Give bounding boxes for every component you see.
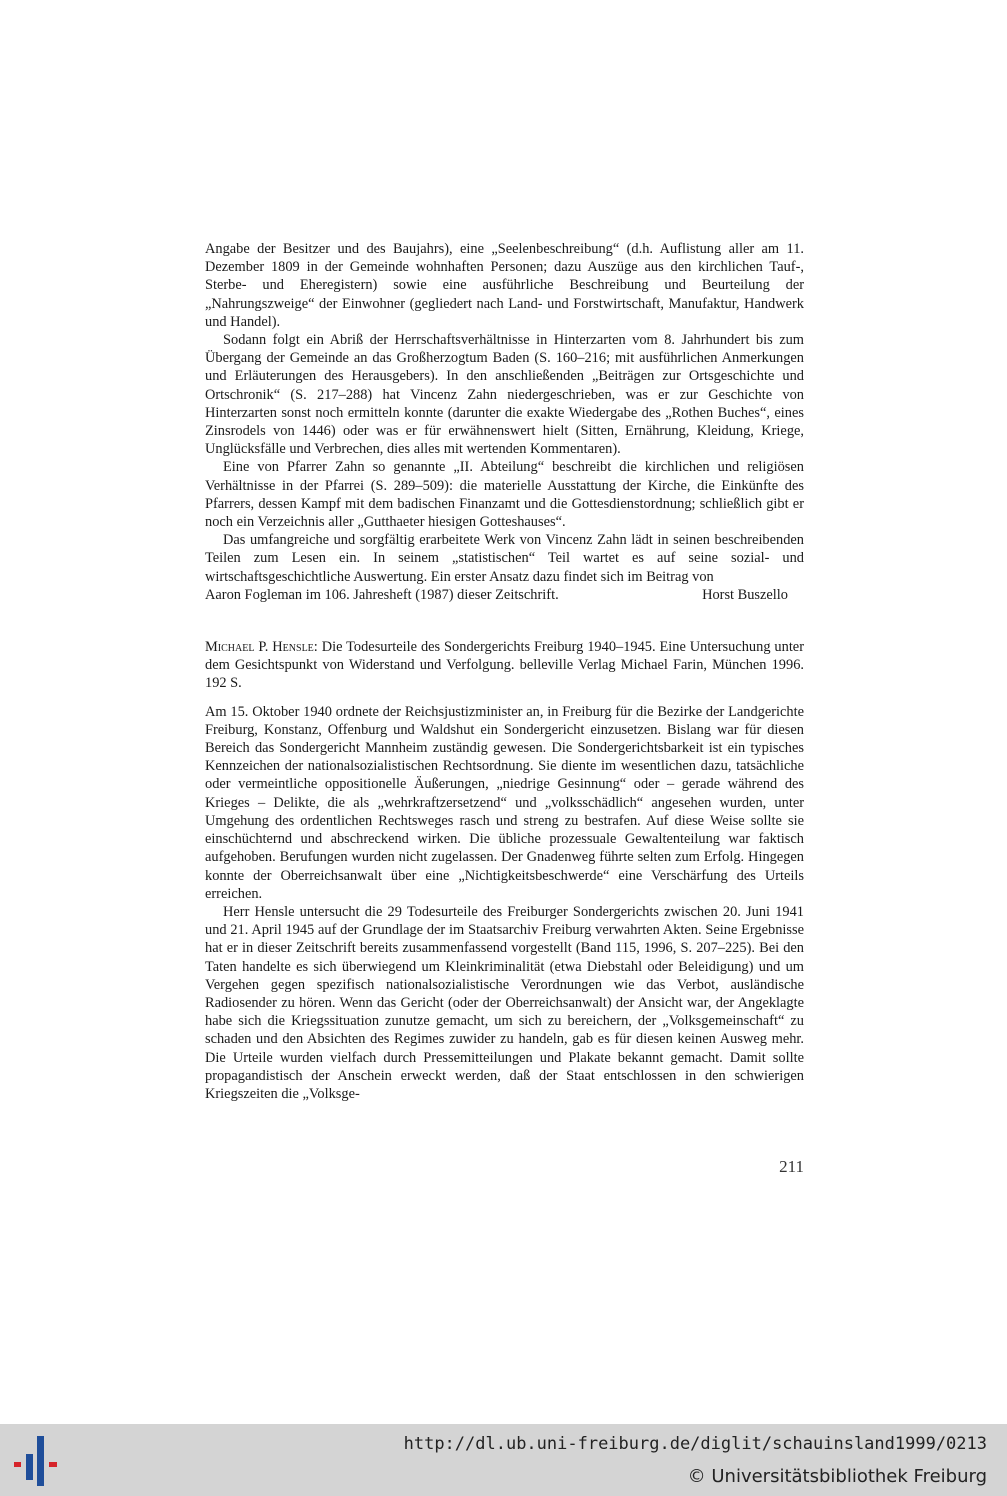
review-1-paragraph: Sodann folgt ein Abriß der Herrschaftsverhältnisse in Hinterzarten vom 8. Jahrhundert bis zum Übergang der Gemeinde an das Großherzogtum Baden (S. 160–216; mit ausführlichen Anmerkungen und Erläuterungen des Herausgebers). In den anschließenden „Beiträgen zur Ortsgeschichte und Ortschronik“ (S. 217–288) hat Vincenz Zahn niedergeschrieben, was er zur Geschichte von Hinterzarten sonst noch ermitteln konnte (darunter die exakte Wiedergabe des „Rothen Buches“, eines Zinsrodels von 1446) oder was er für erwähnenswert hielt (Sitten, Ernährung, Kleidung, Kriege, Unglücksfälle und Verbrechen, dies alles mit wertenden Kommentaren). [205,332,804,458]
bibliography-entry [205,638,804,693]
review-2-paragraph: Am 15. Oktober 1940 ordnete der Reichsjustizminister an, in Freiburg für die Bezirke der Landgerichte Freiburg, Konstanz, Offenburg und Waldshut ein Sondergericht einzusetzen. Bislang war für diesen Bereich das Sondergericht Mannheim zuständig gewesen. Die Sondergerichtsbarkeit ist ein typisches Kennzeichen der nationalsozialistischen Rechtsordnung. Sie diente im wesentlichen dazu, tatsächliche oder vermeintliche oppositionelle Äußerungen, „niedrige Gesinnung“ oder – gerade während des Krieges – Delikte, die als „wehrkraftzersetzend“ und „volksschädlich“ angesehen wurden, unter Umgehung des ordentlichen Rechtsweges rasch und streng zu bestrafen. Auf diese Weise sollte sie einschüchternd und abschreckend wirken. Die übliche prozessuale Gewaltenteilung war faktisch aufgehoben. Berufungen wurden nicht zugelassen. Der Gnadenweg führte selten zum Erfolg. Hingegen konnte der Oberreichsanwalt über eine „Nichtigkeitsbeschwerde“ eine Verschärfung des Urteils erreichen. [205,703,804,902]
review-2-paragraph: Herr Hensle untersucht die 29 Todesurteile des Freiburger Sondergerichts zwischen 20. Juni 1941 und 21. April 1945 auf der Grundlage der im Staatsarchiv Freiburg verwahrten Akten. Seine Ergebnisse hat er in dieser Zeitschrift bereits zusammenfassend vorgestellt (Band 115, 1996, S. 207–225). Bei den Taten handelte es sich überwiegend um Kleinkriminalität (etwa Diebstahl oder Beleidigung) und um Vergehen gegen spezifisch nationalsozialistische Verordnungen wie das Verbot, ausländische Radiosender zu hören. Wenn das Gericht (oder der Oberreichsanwalt) der Ansicht war, der Angeklagte habe sich die Kriegssituation zunutze gemacht, um sich zu bereichern, der „Volksgemeinschaft“ zu schaden und den Absichten des Regimes zuwider zu handeln, gab es für diesen keinen Ausweg mehr. Die Urteile wurden vielfach durch Pressemitteilungen und Plakate bekannt gemacht. Damit sollte propagandistisch der Anschein erweckt werden, daß der Staat entschlossen in den schwierigen Kriegszeiten die „Volksge- [205,903,804,1102]
reviewer-signature: Horst Buszello [702,586,788,603]
review-2-body [205,703,804,1103]
source-url-link[interactable]: http://dl.ub.uni-freiburg.de/diglit/schauinsland1999/0213 [403,1434,987,1454]
book-citation: Die Todesurteile des Sondergerichts Freiburg 1940–1945. Eine Untersuchung unter dem Gesichtspunkt von Widerstand und Verfolgung. belleville Verlag Michael Farin, München 1996. 192 S. [205,639,804,692]
page-body [205,240,804,1103]
review-1-closing-line [205,586,804,604]
footer-bar [0,1424,1007,1496]
copyright-notice: © Universitätsbibliothek Freiburg [687,1466,987,1487]
ub-freiburg-logo-icon [12,1434,66,1488]
page-number: 211 [779,1157,804,1176]
review-1-paragraph: Eine von Pfarrer Zahn so genannte „II. Abteilung“ beschreibt die kirchlichen und religiösen Verhältnisse in der Pfarrei (S. 289–509): die materielle Ausstattung der Kirche, die Einkünfte des Pfarrers, dessen Kampf mit dem badischen Finanzamt und die Gottesdienstordnung; schließlich gibt er noch ein Verzeichnis aller „Gutthaeter hiesigen Gotteshauses“. [205,459,804,531]
book-author: Michael P. Hensle: [205,639,318,656]
review-1-paragraph: Das umfangreiche und sorgfältig erarbeitete Werk von Vincenz Zahn lädt in seinen beschreibenden Teilen zum Lesen ein. In seinem „statistischen“ Teil wartet es auf seine sozial- und wirtschaftsgeschichtliche Auswertung. Ein erster Ansatz dazu findet sich im Beitrag von [205,532,804,585]
review-1-paragraph: Angabe der Besitzer und des Baujahrs), eine „Seelenbeschreibung“ (d.h. Auflistung aller am 11. Dezember 1809 in der Gemeinde wohnhaften Personen; dazu Auszüge aus den kirchlichen Tauf-, Sterbe- und Eheregistern) sowie eine ausführliche Beschreibung und Beurteilung der „Nahrungszweige“ der Einwohner (gegliedert nach Land- und Forstwirtschaft, Manufaktur, Handwerk und Handel). [205,241,804,330]
review-1-last-line: Aaron Fogleman im 106. Jahresheft (1987) dieser Zeitschrift. [205,586,559,603]
